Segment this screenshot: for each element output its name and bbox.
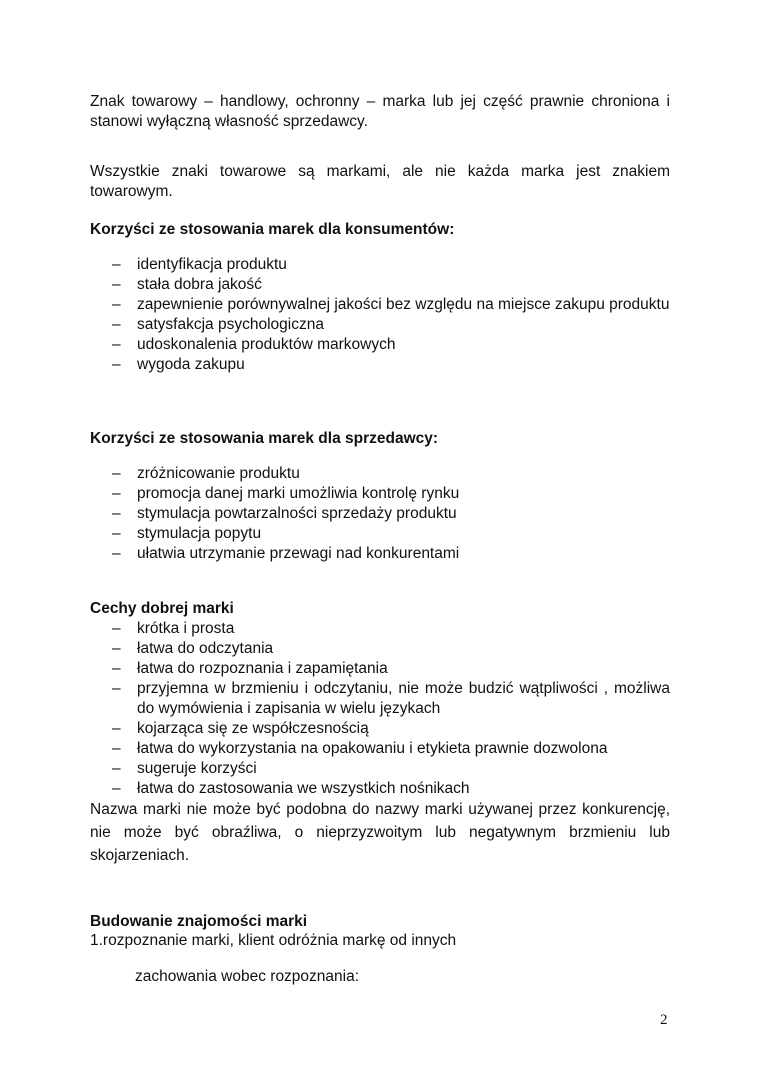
good-brand-list — [90, 619, 670, 799]
dash-bullet: – — [112, 296, 121, 313]
dash-bullet: – — [112, 485, 121, 502]
dash-bullet: – — [112, 525, 121, 542]
list-item: – kojarząca się ze współczesnością — [112, 720, 369, 737]
dash-bullet: – — [112, 465, 121, 482]
list-item: – satysfakcja psychologiczna — [112, 316, 324, 333]
dash-bullet: – — [112, 545, 121, 562]
dash-bullet: – — [112, 356, 121, 373]
awareness-heading: Budowanie znajomości marki — [90, 913, 308, 930]
seller-benefits-list — [90, 464, 670, 564]
dash-bullet: – — [112, 505, 121, 522]
list-item: – stymulacja popytu — [112, 525, 262, 542]
list-item: – stała dobra jakość — [112, 276, 262, 293]
dash-bullet: – — [112, 620, 121, 637]
list-item: – wygoda zakupu — [112, 356, 245, 373]
dash-bullet: – — [112, 336, 121, 353]
dash-bullet: – — [112, 780, 121, 797]
page-number: 2 — [660, 1012, 668, 1028]
brand-name-note: Nazwa marki nie może być podobna do nazwy marki używanej przez konkurencję, nie może być obraźliwa, o nieprzyzwoitym lub negatywnym brzmieniu lub skojarzeniach. — [90, 801, 670, 864]
good-brand-heading: Cechy dobrej marki — [90, 600, 234, 617]
list-item: – promocja danej marki umożliwia kontrolę rynku — [112, 485, 460, 502]
trademark-statement: Wszystkie znaki towarowe są markami, ale nie każda marka jest znakiem towarowym. — [90, 163, 670, 200]
consumer-benefits-list — [90, 255, 670, 375]
list-item: – łatwa do odczytania — [112, 640, 274, 657]
list-item: – łatwa do rozpoznania i zapamiętania — [112, 660, 388, 677]
dash-bullet: – — [112, 276, 121, 293]
dash-bullet: – — [112, 680, 121, 697]
dash-bullet: – — [112, 256, 121, 273]
awareness-subline: zachowania wobec rozpoznania: — [135, 968, 360, 985]
dash-bullet: – — [112, 740, 121, 757]
list-item: – identyfikacja produktu — [112, 256, 287, 273]
dash-bullet: – — [112, 316, 121, 333]
list-item: – zapewnienie porównywalnej jakości bez względu na miejsce zakupu produktu — [112, 296, 670, 313]
trademark-definition: Znak towarowy – handlowy, ochronny – marka lub jej część prawnie chroniona i stanowi wyłączną własność sprzedawcy. — [90, 93, 670, 130]
list-item: – zróżnicowanie produktu — [112, 465, 300, 482]
list-item: – sugeruje korzyści — [112, 760, 257, 777]
list-item: – przyjemna w brzmieniu i odczytaniu, nie może budzić wątpliwości , możliwa do wymówienia i zapisania w wielu językach — [112, 680, 670, 717]
dash-bullet: – — [112, 660, 121, 677]
consumer-benefits-heading: Korzyści ze stosowania marek dla konsumentów: — [90, 221, 455, 238]
dash-bullet: – — [112, 640, 121, 657]
dash-bullet: – — [112, 760, 121, 777]
list-item: – łatwa do wykorzystania na opakowaniu i etykieta prawnie dozwolona — [112, 740, 608, 757]
list-item: – stymulacja powtarzalności sprzedaży produktu — [112, 505, 457, 522]
list-item: – ułatwia utrzymanie przewagi nad konkurentami — [112, 545, 460, 562]
list-item: – krótka i prosta — [112, 620, 235, 637]
list-item: – udoskonalenia produktów markowych — [112, 336, 396, 353]
awareness-point-1: 1.rozpoznanie marki, klient odróżnia markę od innych — [90, 932, 457, 949]
seller-benefits-heading: Korzyści ze stosowania marek dla sprzedawcy: — [90, 430, 439, 447]
list-item: – łatwa do zastosowania we wszystkich nośnikach — [112, 780, 470, 797]
dash-bullet: – — [112, 720, 121, 737]
